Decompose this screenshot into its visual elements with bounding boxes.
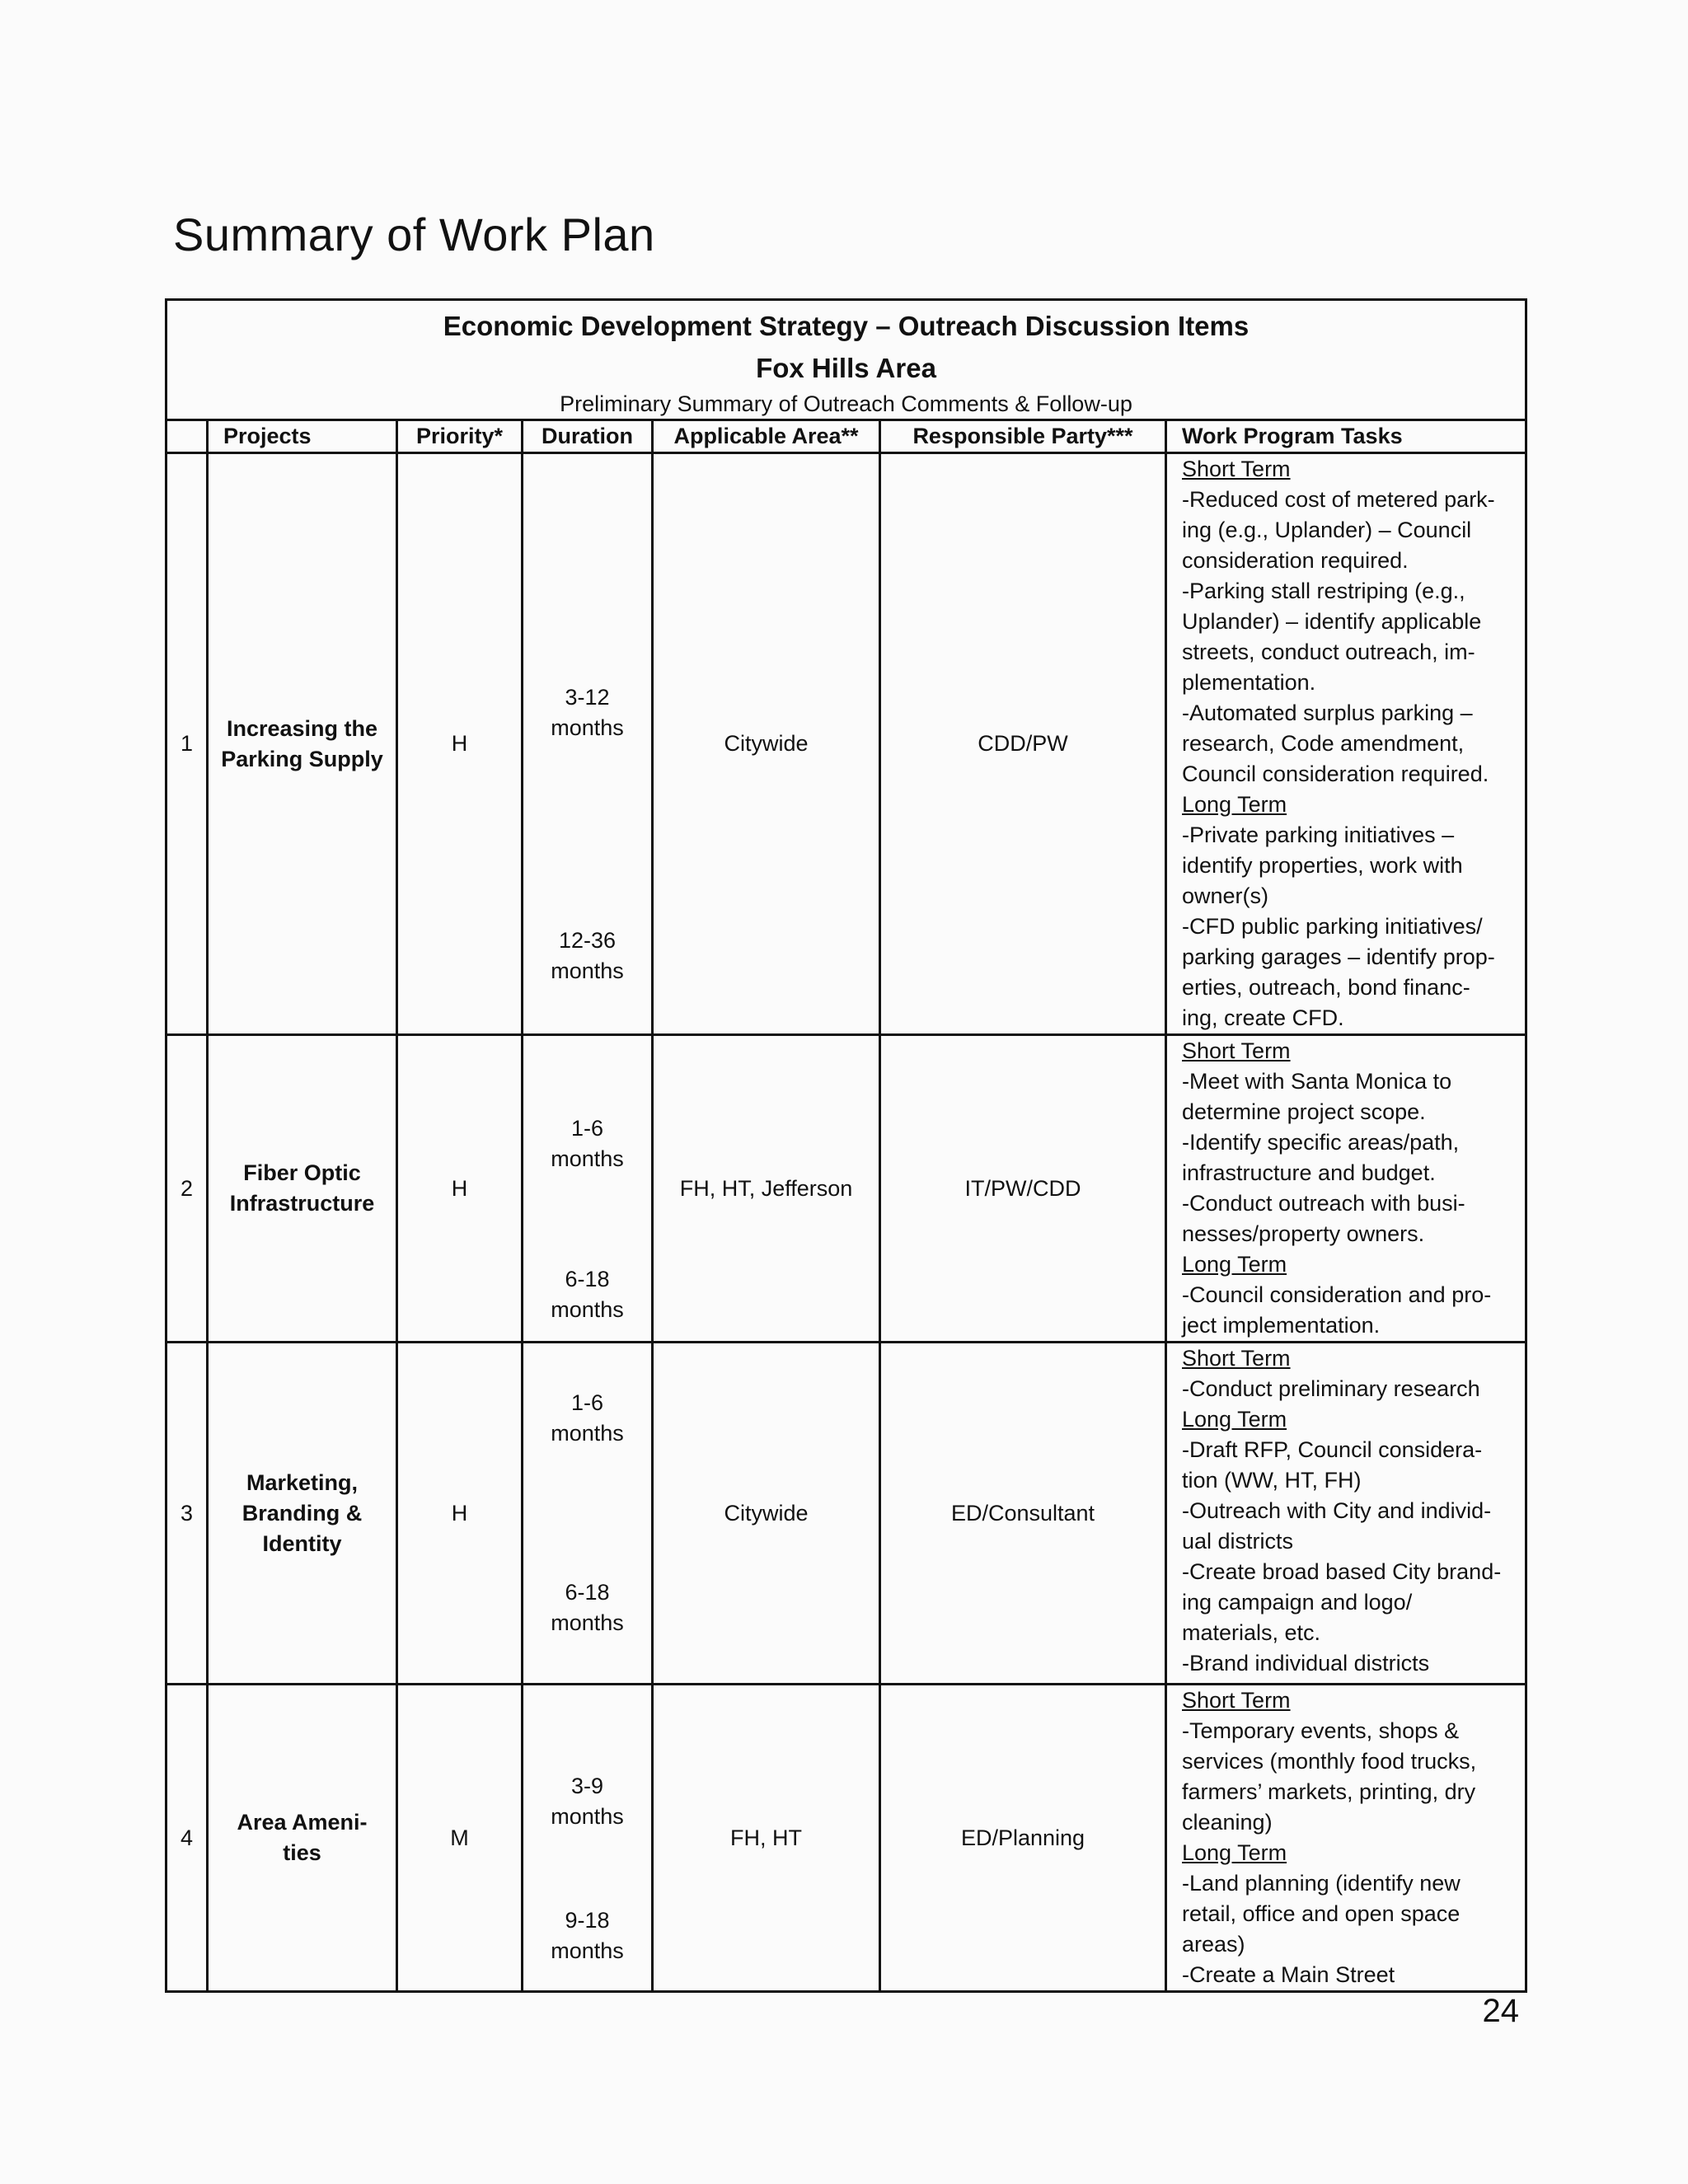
table-row	[166, 1035, 1526, 1343]
work-plan-table	[165, 298, 1527, 1993]
task-line: -Council consideration and pro-	[1182, 1282, 1492, 1307]
duration-long-range: 6-18	[565, 1267, 610, 1291]
short-term-label: Short Term	[1182, 1346, 1291, 1371]
duration-long-range: 6-18	[565, 1580, 610, 1605]
table-row	[166, 1685, 1526, 1992]
task-line: owner(s)	[1182, 883, 1269, 908]
priority-value: H	[397, 453, 523, 1035]
applicable-area: FH, HT, Jefferson	[653, 1035, 880, 1343]
row-number: 2	[166, 1035, 208, 1343]
duration-short-term	[532, 1388, 643, 1449]
duration-short-range: 3-9	[570, 1774, 604, 1798]
row-number: 3	[166, 1343, 208, 1685]
task-line: -Temporary events, shops &	[1182, 1718, 1460, 1743]
project-name	[208, 1035, 397, 1343]
task-line: -Create broad based City brand-	[1182, 1559, 1502, 1584]
task-line: -Land planning (identify new	[1182, 1871, 1461, 1896]
long-term-label: Long Term	[1182, 1840, 1287, 1865]
short-term-label: Short Term	[1182, 1038, 1291, 1063]
table-row	[166, 1343, 1526, 1685]
table-header-row	[166, 420, 1526, 453]
duration-long-range: 9-18	[565, 1908, 610, 1933]
task-line: farmers’ markets, printing, dry	[1182, 1779, 1476, 1804]
table-row	[166, 453, 1526, 1035]
applicable-area: FH, HT	[653, 1685, 880, 1992]
task-line: -Private parking initiatives –	[1182, 823, 1455, 847]
task-line: plementation.	[1182, 670, 1316, 695]
header-priority: Priority*	[397, 420, 523, 453]
task-line: -Draft RFP, Council considera-	[1182, 1437, 1483, 1462]
long-term-label: Long Term	[1182, 1252, 1287, 1277]
task-line: consideration required.	[1182, 548, 1409, 573]
task-line: areas)	[1182, 1932, 1245, 1957]
duration-long-unit: months	[551, 1938, 624, 1963]
project-name-line: Branding &	[241, 1500, 363, 1526]
table-caption: Preliminary Summary of Outreach Comments & Follow-up	[560, 391, 1132, 416]
duration-short-unit: months	[551, 1421, 624, 1446]
duration-short-range: 1-6	[570, 1116, 604, 1141]
task-line: -Identify specific areas/path,	[1182, 1130, 1460, 1155]
duration-short-term	[532, 682, 643, 743]
duration-long-term	[532, 1577, 643, 1638]
task-line: ual districts	[1182, 1529, 1294, 1554]
duration-long-unit: months	[551, 958, 624, 983]
task-line: retail, office and open space	[1182, 1901, 1461, 1926]
duration-cell	[523, 1035, 653, 1343]
task-line: determine project scope.	[1182, 1099, 1426, 1124]
project-name-line: Increasing the	[226, 715, 378, 741]
project-name-line: Infrastructure	[229, 1191, 375, 1216]
header-projects: Projects	[208, 420, 397, 453]
responsible-party: CDD/PW	[880, 453, 1166, 1035]
task-line: -Meet with Santa Monica to	[1182, 1069, 1452, 1094]
project-name	[208, 453, 397, 1035]
applicable-area: Citywide	[653, 453, 880, 1035]
task-line: identify properties, work with	[1182, 853, 1463, 878]
header-applicable-area: Applicable Area**	[653, 420, 880, 453]
project-name-line: Parking Supply	[221, 746, 383, 771]
duration-cell	[523, 1685, 653, 1992]
project-name-line: Identity	[262, 1530, 342, 1556]
applicable-area: Citywide	[653, 1343, 880, 1685]
task-line: -Reduced cost of metered park-	[1182, 487, 1495, 512]
responsible-party: ED/Planning	[880, 1685, 1166, 1992]
task-line: -CFD public parking initiatives/	[1182, 914, 1483, 939]
task-line: -Conduct outreach with busi-	[1182, 1191, 1465, 1216]
task-line: streets, conduct outreach, im-	[1182, 640, 1475, 664]
duration-long-term	[532, 1905, 643, 1966]
project-name-line: Area Ameni-	[237, 1810, 368, 1835]
header-responsible-party: Responsible Party***	[880, 420, 1166, 453]
work-program-tasks	[1166, 1343, 1526, 1685]
duration-short-unit: months	[551, 1146, 624, 1171]
duration-long-unit: months	[551, 1610, 624, 1635]
short-term-label: Short Term	[1182, 457, 1291, 481]
table-subtitle: Fox Hills Area	[756, 353, 936, 383]
task-line: -Parking stall restriping (e.g.,	[1182, 579, 1465, 603]
project-name-line: ties	[283, 1840, 321, 1865]
task-line: Council consideration required.	[1182, 762, 1489, 786]
task-line: Uplander) – identify applicable	[1182, 609, 1482, 634]
project-name-line: Fiber Optic	[243, 1160, 361, 1185]
project-name-line: Marketing,	[246, 1469, 359, 1495]
header-work-program-tasks: Work Program Tasks	[1166, 420, 1526, 453]
duration-long-term	[532, 1264, 643, 1325]
priority-value: H	[397, 1343, 523, 1685]
row-number: 1	[166, 453, 208, 1035]
task-line: -Outreach with City and individ-	[1182, 1498, 1492, 1523]
task-line: tion (WW, HT, FH)	[1182, 1468, 1362, 1493]
task-line: parking garages – identify prop-	[1182, 944, 1495, 969]
row-number: 4	[166, 1685, 208, 1992]
duration-short-unit: months	[551, 1804, 624, 1829]
duration-short-range: 1-6	[570, 1390, 604, 1415]
table-title-cell	[166, 300, 1526, 420]
task-line: -Automated surplus parking –	[1182, 701, 1473, 725]
duration-cell	[523, 1343, 653, 1685]
task-line: ing, create CFD.	[1182, 1005, 1344, 1030]
page-title: Summary of Work Plan	[173, 209, 655, 260]
task-line: nesses/property owners.	[1182, 1221, 1425, 1246]
long-term-label: Long Term	[1182, 792, 1287, 817]
task-line: -Create a Main Street	[1182, 1962, 1395, 1987]
duration-short-term	[532, 1771, 643, 1832]
task-line: research, Code amendment,	[1182, 731, 1465, 756]
long-term-label: Long Term	[1182, 1407, 1287, 1432]
work-program-tasks	[1166, 1685, 1526, 1992]
task-line: ject implementation.	[1182, 1313, 1381, 1338]
project-name	[208, 1343, 397, 1685]
duration-short-term	[532, 1113, 643, 1174]
responsible-party: IT/PW/CDD	[880, 1035, 1166, 1343]
priority-value: H	[397, 1035, 523, 1343]
duration-cell	[523, 453, 653, 1035]
task-line: infrastructure and budget.	[1182, 1160, 1436, 1185]
page-number: 24	[1482, 1993, 1519, 2029]
task-line: services (monthly food trucks,	[1182, 1749, 1477, 1774]
work-program-tasks	[1166, 453, 1526, 1035]
duration-long-term	[532, 926, 643, 987]
work-program-tasks	[1166, 1035, 1526, 1343]
table-title: Economic Development Strategy – Outreach Discussion Items	[443, 311, 1250, 341]
duration-short-unit: months	[551, 715, 624, 740]
task-line: -Conduct preliminary research	[1182, 1376, 1480, 1401]
task-line: ing (e.g., Uplander) – Council	[1182, 518, 1472, 542]
task-line: materials, etc.	[1182, 1620, 1321, 1645]
table-title-row	[166, 300, 1526, 420]
duration-long-unit: months	[551, 1297, 624, 1322]
task-line: ing campaign and logo/	[1182, 1590, 1413, 1615]
duration-long-range: 12-36	[558, 928, 617, 953]
short-term-label: Short Term	[1182, 1688, 1291, 1713]
header-duration: Duration	[523, 420, 653, 453]
task-line: erties, outreach, bond financ-	[1182, 975, 1470, 1000]
task-line: cleaning)	[1182, 1810, 1273, 1835]
header-num	[166, 420, 208, 453]
task-line: -Brand individual districts	[1182, 1651, 1430, 1675]
project-name	[208, 1685, 397, 1992]
duration-short-range: 3-12	[565, 685, 610, 710]
responsible-party: ED/Consultant	[880, 1343, 1166, 1685]
priority-value: M	[397, 1685, 523, 1992]
